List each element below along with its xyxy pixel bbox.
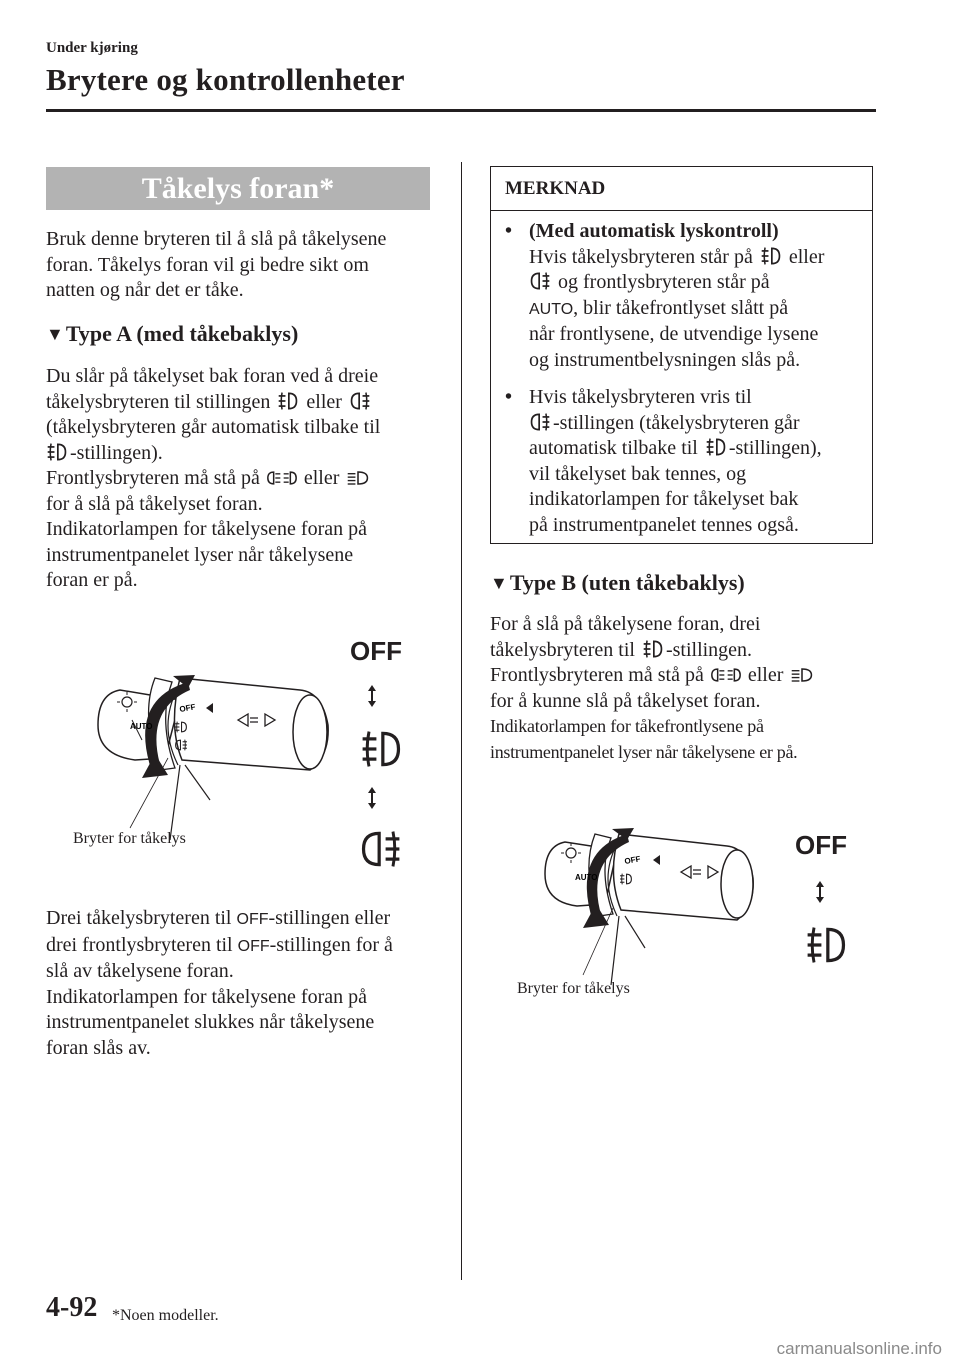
type-b-heading-text: Type B (uten tåkebaklys) <box>509 570 745 595</box>
off-paragraph <box>46 906 393 1061</box>
front-fog-icon <box>705 436 727 458</box>
note-line <box>529 245 872 271</box>
off-line <box>46 933 393 960</box>
front-fog-icon <box>277 390 299 412</box>
title-divider <box>46 109 876 112</box>
type-a-line: for å slå på tåkelyset foran. <box>46 492 263 515</box>
page-title: Brytere og kontrollenheter <box>46 62 405 97</box>
type-a-paragraph <box>46 364 380 594</box>
bullet-icon: • <box>505 386 513 408</box>
bullet-icon: • <box>505 220 513 242</box>
note-text: Hvis tåkelysbryteren står på <box>529 245 753 268</box>
up-down-arrow-icon <box>815 880 825 904</box>
auto-symbol-text: AUTO <box>529 300 574 318</box>
figure-caption: Bryter for tåkelys <box>517 980 630 997</box>
figure-type-b <box>515 820 875 1010</box>
type-b-line: instrumentpanelet lyser når tåkelysene er på. <box>490 741 798 762</box>
intro-line: foran. Tåkelys foran vil gi bedre sikt om <box>46 253 369 276</box>
type-b-heading <box>490 570 745 596</box>
stalk-off-label: OFF <box>623 854 642 866</box>
intro-paragraph <box>46 227 386 304</box>
note-line: indikatorlampen for tåkelyset bak <box>529 488 799 510</box>
off-text: Drei tåkelysbryteren til <box>46 907 232 929</box>
type-b-line: Indikatorlampen for tåkefrontlysene på <box>490 716 764 736</box>
note-heading: MERKNAD <box>491 167 872 211</box>
off-line <box>46 906 393 933</box>
watermark: carmanualsonline.info <box>776 1339 942 1358</box>
parking-light-icon <box>267 468 297 488</box>
note-bullet-2 <box>491 385 872 538</box>
type-a-text: eller <box>303 467 340 489</box>
rear-fog-icon <box>529 270 551 292</box>
note-line: og instrumentbelysningen slås på. <box>529 348 801 371</box>
off-line: Indikatorlampen for tåkelysene foran på <box>46 985 367 1008</box>
note-text: -stillingen (tåkelysbryteren går <box>553 411 800 434</box>
type-a-heading <box>46 321 298 347</box>
note-line <box>529 270 872 296</box>
type-b-paragraph <box>490 612 816 765</box>
note-line: når frontlysene, de utvendige lysene <box>529 323 819 345</box>
triangle-marker-icon: ▼ <box>490 573 508 593</box>
headlight-icon <box>346 468 370 488</box>
off-text: -stillingen for å <box>269 933 393 956</box>
note-bullet-1 <box>491 219 872 373</box>
rear-fog-icon <box>349 390 371 412</box>
intro-line: natten og når det er tåke. <box>46 279 244 301</box>
note-line <box>529 411 872 437</box>
up-down-arrow-icon <box>367 684 377 708</box>
type-a-line <box>46 466 380 492</box>
up-down-arrow-icon <box>367 786 377 810</box>
triangle-marker-icon: ▼ <box>46 324 64 344</box>
note-text: og frontlysbryteren står på <box>558 271 770 293</box>
note-text: automatisk tilbake til <box>529 437 698 459</box>
off-line: slå av tåkelysene foran. <box>46 960 234 982</box>
type-a-line: Du slår på tåkelyset bak foran ved å dreie <box>46 365 379 387</box>
page-number: 4-92 <box>46 1292 98 1323</box>
rear-fog-position-icon <box>358 826 404 872</box>
stalk-auto-label: AUTO <box>130 722 153 731</box>
off-symbol-text: OFF <box>236 911 269 928</box>
type-a-line: foran er på. <box>46 569 138 591</box>
note-bullet-title: (Med automatisk lyskontroll) <box>529 220 779 242</box>
front-fog-icon <box>760 245 782 267</box>
type-a-heading-text: Type A (med tåkebaklys) <box>65 321 299 346</box>
type-b-text: tåkelysbryteren til <box>490 638 635 661</box>
type-a-line: Indikatorlampen for tåkelysene foran på <box>46 518 367 540</box>
note-line: på instrumentpanelet tennes også. <box>529 513 799 536</box>
off-text: -stillingen eller <box>268 907 391 929</box>
column-divider <box>461 162 462 1280</box>
off-position-label: OFF <box>795 830 847 860</box>
parking-light-icon <box>711 665 741 685</box>
type-b-line: for å kunne slå på tåkelyset foran. <box>490 689 761 712</box>
front-fog-icon <box>642 638 664 660</box>
note-line <box>529 296 872 323</box>
type-b-text: -stillingen. <box>665 638 753 661</box>
off-line: foran slås av. <box>46 1036 151 1059</box>
note-text: eller <box>788 245 825 268</box>
note-line: vil tåkelyset bak tennes, og <box>529 462 747 485</box>
type-a-line <box>46 390 380 416</box>
topic-title: Tåkelys foran* <box>46 167 430 210</box>
type-a-text: -stillingen). <box>70 441 163 464</box>
rear-fog-icon <box>529 411 551 433</box>
stalk-auto-label: AUTO <box>575 873 598 882</box>
figure-type-a <box>60 630 430 880</box>
type-b-line <box>490 638 816 664</box>
stalk-off-label: OFF <box>178 702 197 714</box>
note-box <box>490 166 873 544</box>
type-b-text: Frontlysbryteren må stå på <box>490 664 704 686</box>
type-a-text: Frontlysbryteren må stå på <box>46 467 260 489</box>
footnote: *Noen modeller. <box>112 1307 219 1324</box>
front-fog-position-icon <box>803 922 849 968</box>
intro-line: Bruk denne bryteren til å slå på tåkelysene <box>46 228 387 250</box>
type-a-line: (tåkelysbryteren går automatisk tilbake til <box>46 416 381 438</box>
off-position-label: OFF <box>350 636 402 666</box>
type-a-text: eller <box>306 390 342 413</box>
type-b-line: For å slå på tåkelysene foran, drei <box>490 613 761 635</box>
headlight-icon <box>790 665 814 685</box>
section-label: Under kjøring <box>46 40 138 56</box>
type-b-text: eller <box>747 664 784 686</box>
note-text: , blir tåkefrontlyset slått på <box>573 296 789 319</box>
figure-caption: Bryter for tåkelys <box>73 830 186 847</box>
off-line: instrumentpanelet slukkes når tåkelysene <box>46 1011 375 1033</box>
front-fog-position-icon <box>358 726 404 772</box>
type-a-text: tåkelysbryteren til stillingen <box>46 390 271 413</box>
front-fog-icon <box>46 441 68 463</box>
off-symbol-text: OFF <box>237 937 270 955</box>
type-a-line: instrumentpanelet lyser når tåkelysene <box>46 543 354 566</box>
off-text: drei frontlysbryteren til <box>46 933 233 956</box>
note-line <box>529 436 872 462</box>
type-b-line <box>490 663 816 689</box>
note-line: Hvis tåkelysbryteren vris til <box>529 386 752 408</box>
note-text: -stillingen), <box>728 437 822 459</box>
type-a-line <box>46 441 380 467</box>
